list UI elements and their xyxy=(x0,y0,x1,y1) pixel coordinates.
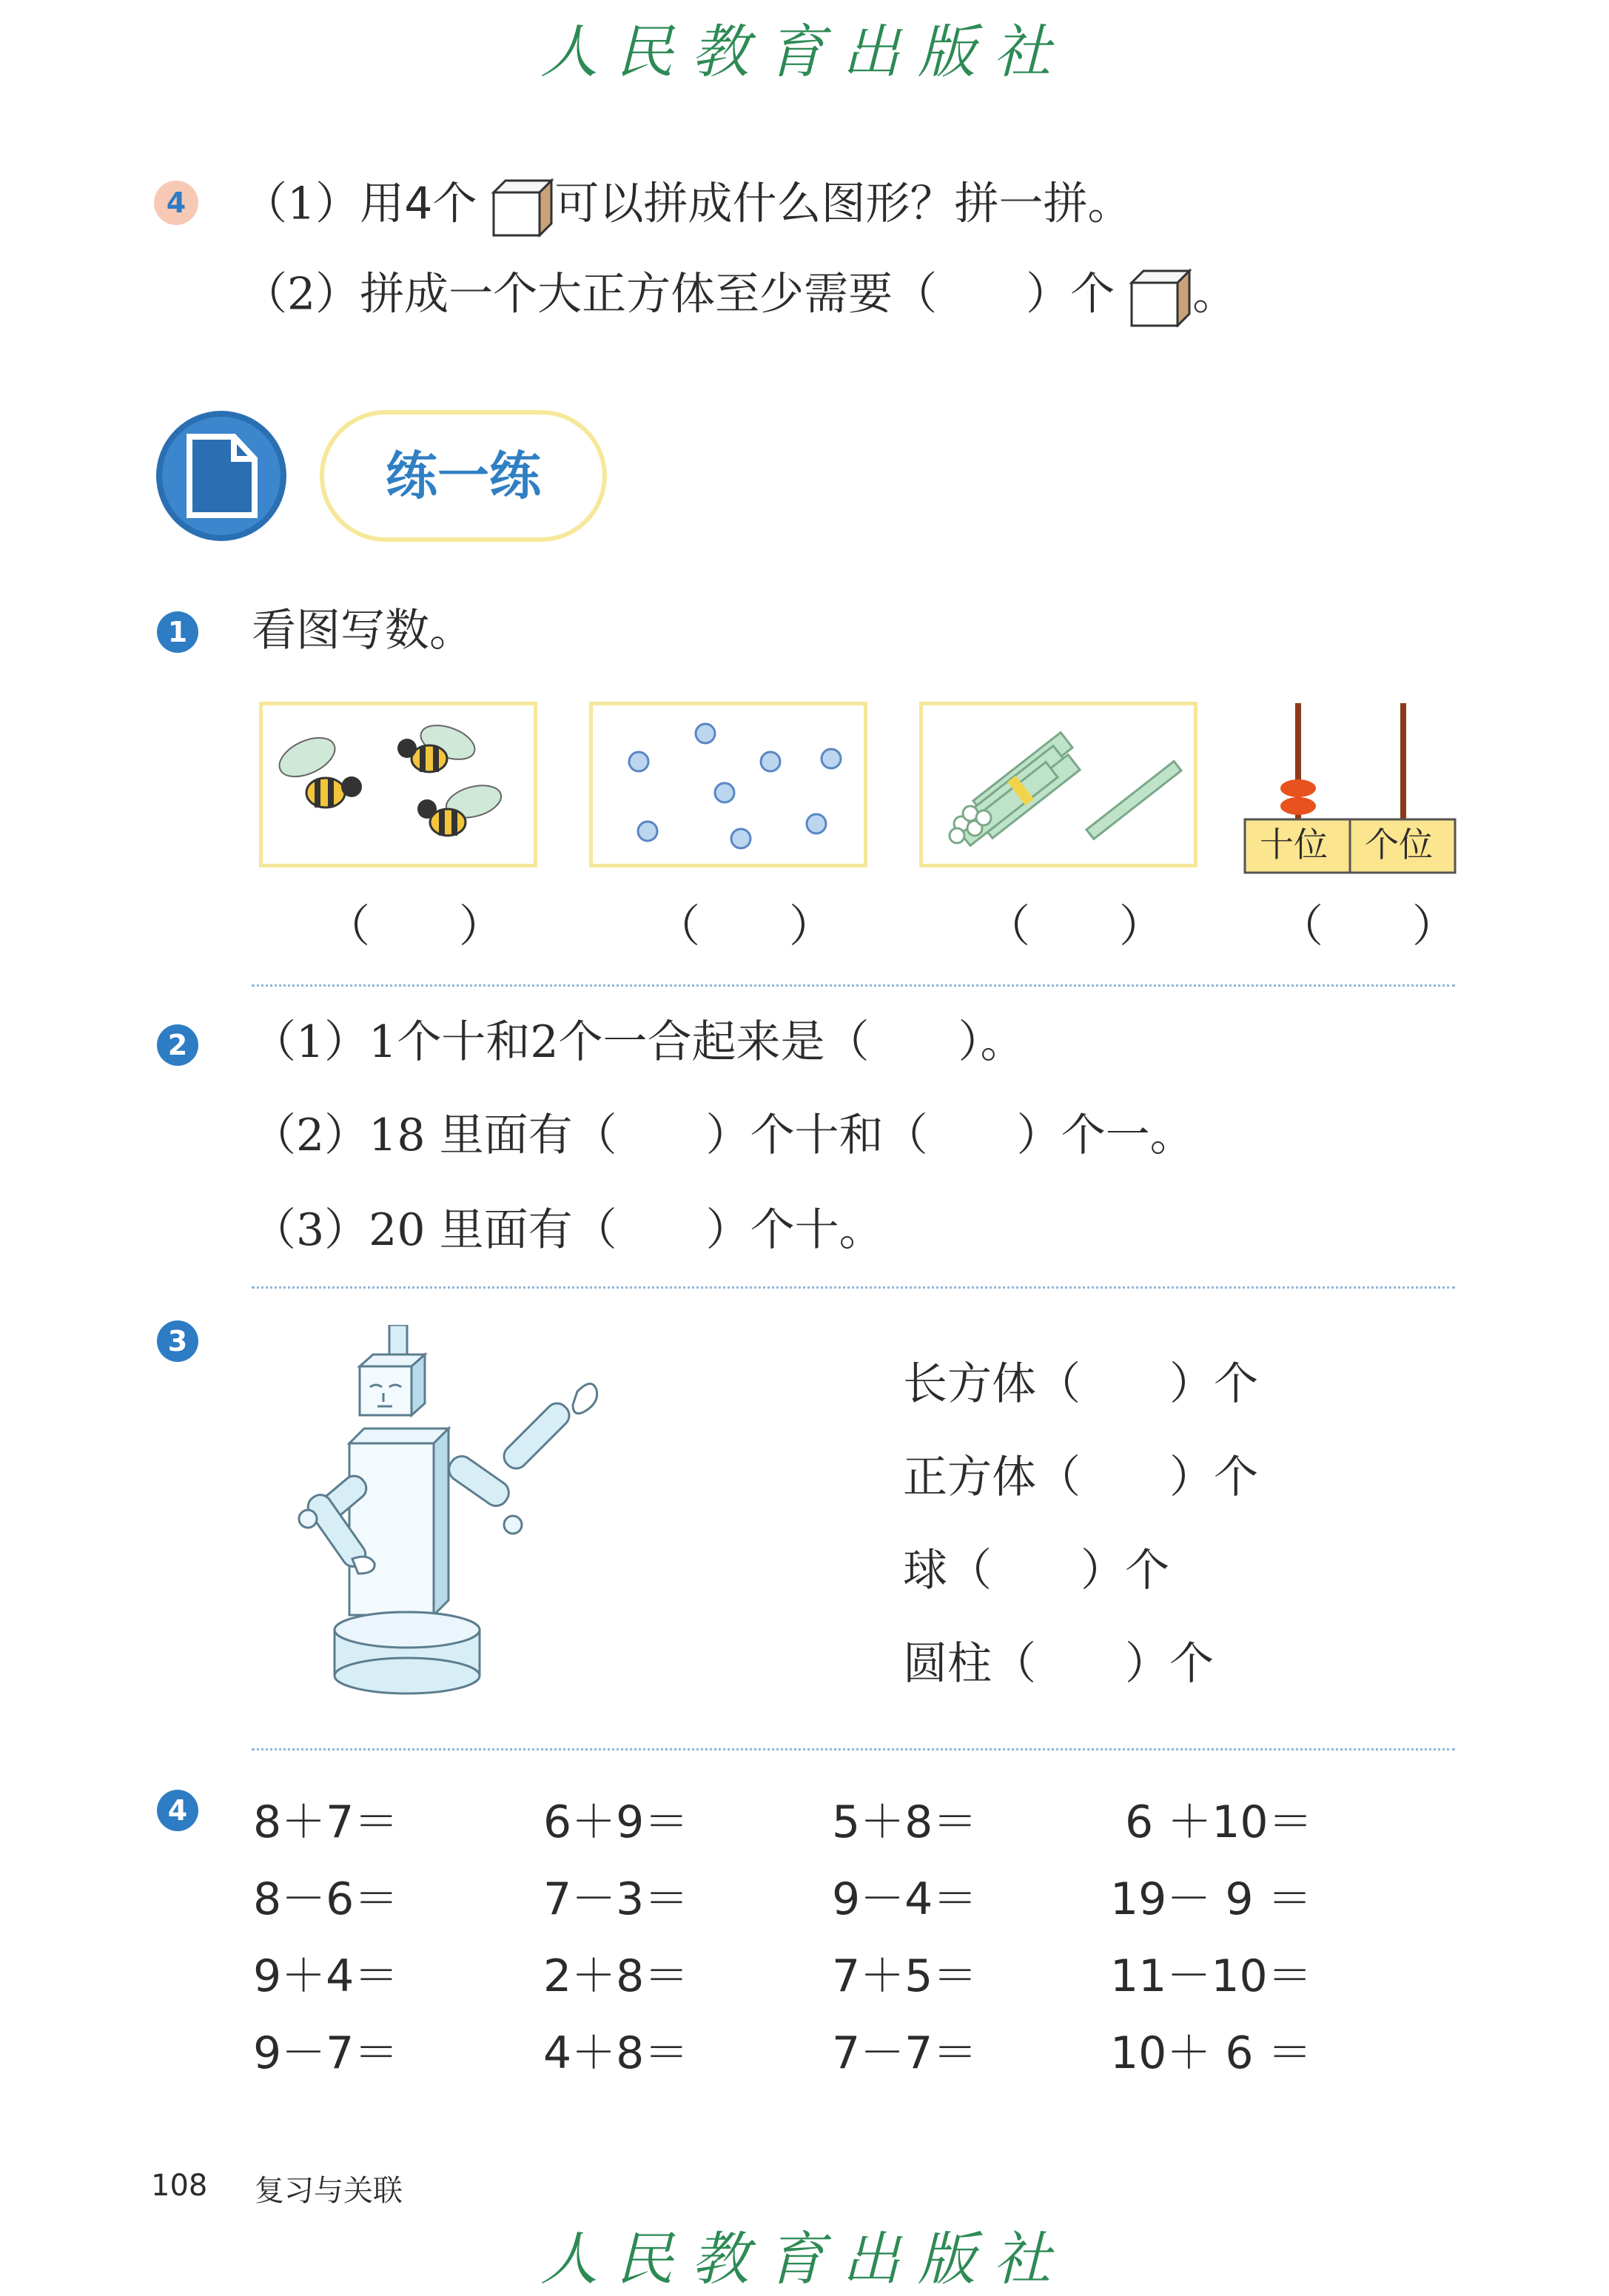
equation[interactable]: 7－3＝ xyxy=(543,1873,689,1925)
sticks-illustration xyxy=(923,705,1194,864)
equation[interactable]: 7－7＝ xyxy=(832,2027,978,2079)
question-3-sphere: 球（ ）个 xyxy=(903,1545,1169,1597)
equation[interactable]: 4＋8＝ xyxy=(543,2027,689,2079)
bees-illustration xyxy=(263,705,534,864)
question-1-badge: 1 xyxy=(157,611,198,653)
line-1-part-a: （1）用 xyxy=(243,178,405,230)
publisher-header: 人民教育出版社 xyxy=(540,19,1069,86)
equation[interactable]: 10＋ 6 ＝ xyxy=(1110,2027,1312,2079)
section-title-practice: 练一练 xyxy=(320,410,607,542)
beads-illustration xyxy=(593,705,864,864)
equation[interactable]: 9－4＝ xyxy=(832,1873,978,1925)
line-1-part-c: 可以拼成什么图形？拼一拼。 xyxy=(554,178,1132,230)
equation[interactable]: 6 ＋10＝ xyxy=(1125,1796,1313,1848)
answer-blank-sticks[interactable]: （ ） xyxy=(986,901,1163,953)
problem-4-line-2 xyxy=(243,268,1237,327)
problem-4-line-1 xyxy=(243,178,1132,237)
equation[interactable]: 9＋4＝ xyxy=(253,1950,399,2002)
publisher-footer: 人民教育出版社 xyxy=(540,2226,1069,2293)
sticks-picture xyxy=(919,702,1197,867)
equation[interactable]: 5＋8＝ xyxy=(832,1796,978,1848)
equation[interactable]: 19－ 9 ＝ xyxy=(1110,1873,1312,1925)
question-3-cuboid: 长方体（ ）个 xyxy=(903,1358,1258,1410)
equation[interactable]: 2＋8＝ xyxy=(543,1950,689,2002)
equation[interactable]: 11－10＝ xyxy=(1110,1950,1312,2002)
divider xyxy=(252,984,1455,987)
abacus-label-ones: 个位 xyxy=(1365,825,1433,865)
equation[interactable]: 8－6＝ xyxy=(253,1873,399,1925)
question-4-badge: 4 xyxy=(157,1790,198,1831)
problem-number-badge: 4 xyxy=(154,181,198,225)
question-3-cube: 正方体（ ）个 xyxy=(903,1451,1258,1503)
line-1-number: 4 xyxy=(404,178,433,230)
exercise-document-icon xyxy=(151,406,292,546)
equation[interactable]: 6＋9＝ xyxy=(543,1796,689,1848)
answer-blank-beads[interactable]: （ ） xyxy=(656,901,833,953)
answer-blank-abacus[interactable]: （ ） xyxy=(1279,901,1457,953)
page-number: 108 xyxy=(151,2169,208,2203)
question-1-title: 看图写数。 xyxy=(252,605,474,657)
line-2-part-b: 。 xyxy=(1192,268,1237,320)
beads-picture xyxy=(589,702,867,867)
abacus-label-tens: 十位 xyxy=(1260,825,1328,865)
equation[interactable]: 8＋7＝ xyxy=(253,1796,399,1848)
question-2-line-1: （1）1个十和2个一合起来是（ ）。 xyxy=(252,1016,1025,1068)
question-3-cylinder: 圆柱（ ）个 xyxy=(903,1638,1214,1690)
cube-icon xyxy=(491,178,554,237)
equation[interactable]: 7＋5＝ xyxy=(832,1950,978,2002)
chapter-title: 复习与关联 xyxy=(255,2174,403,2208)
robot-illustration xyxy=(281,1325,636,1710)
bees-picture xyxy=(259,702,537,867)
question-2-line-3: （3）20 里面有（ ）个十。 xyxy=(252,1204,884,1256)
line-1-part-b: 个 xyxy=(432,178,477,230)
equation[interactable]: 9－7＝ xyxy=(253,2027,399,2079)
cube-icon xyxy=(1129,268,1192,327)
answer-blank-bees[interactable]: （ ） xyxy=(326,901,503,953)
question-3-badge: 3 xyxy=(157,1320,198,1362)
question-2-line-2: （2）18 里面有（ ）个十和（ ）个一。 xyxy=(252,1110,1195,1161)
divider xyxy=(252,1748,1455,1750)
line-2-part-a: （2）拼成一个大正方体至少需要（ ）个 xyxy=(243,268,1115,320)
question-2-badge: 2 xyxy=(157,1024,198,1066)
divider xyxy=(252,1286,1455,1289)
